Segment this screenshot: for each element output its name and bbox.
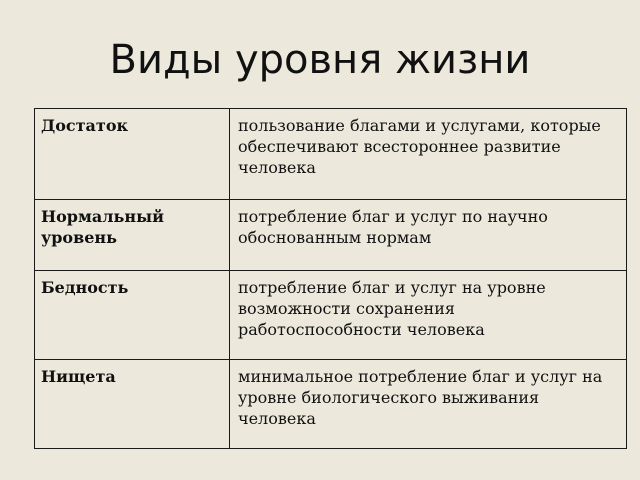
level-description-cell: пользование благами и услугами, которые обеспечивают всестороннее развитие человека <box>230 109 627 200</box>
level-term-cell: Нормальный уровень <box>35 200 230 271</box>
table-row <box>35 109 627 200</box>
level-description-cell: потребление благ и услуг на уровне возможности сохранения работоспособности человека <box>230 271 627 360</box>
level-term-cell: Бедность <box>35 271 230 360</box>
slide-title: Виды уровня жизни <box>109 37 531 83</box>
table-row <box>35 200 627 271</box>
level-description-cell: минимальное потребление благ и услуг на уровне биологического выживания человека <box>230 360 627 449</box>
living-standard-types-table <box>34 108 627 449</box>
level-term-cell: Достаток <box>35 109 230 200</box>
table-row <box>35 271 627 360</box>
level-term-cell: Нищета <box>35 360 230 449</box>
level-description-cell: потребление благ и услуг по научно обоснованным нормам <box>230 200 627 271</box>
table-row <box>35 360 627 449</box>
